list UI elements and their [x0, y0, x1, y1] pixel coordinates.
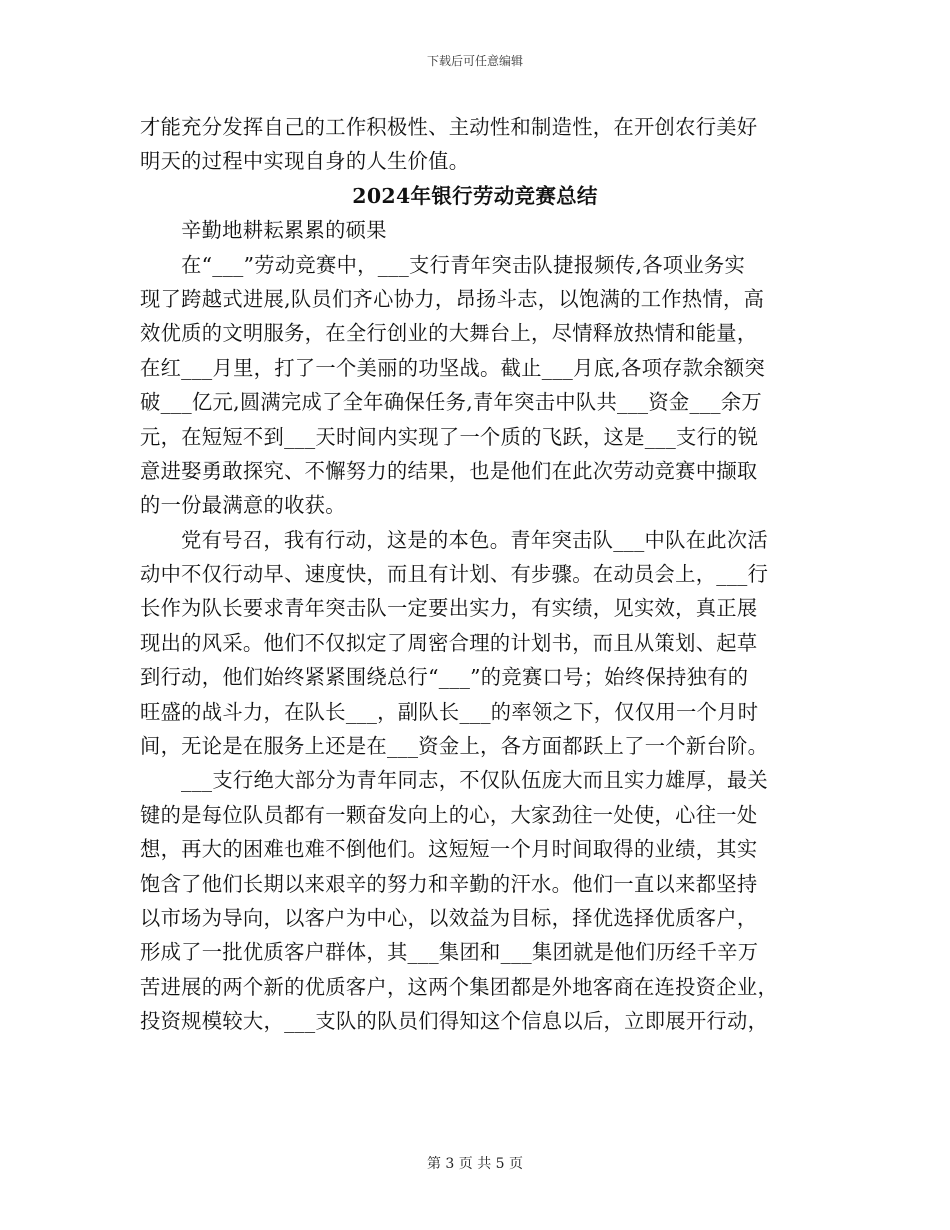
text-line: 元，在短短不到___天时间内实现了一个质的飞跃，这是___支行的锐	[140, 424, 759, 449]
text-line: 的一份最满意的收获。	[140, 493, 346, 518]
text-line: 饱含了他们长期以来艰辛的努力和辛勤的汗水。他们一直以来都坚持	[140, 871, 758, 896]
text-line: 才能充分发挥自己的工作积极性、主动性和制造性，在开创农行美好	[140, 115, 758, 139]
text-line: 党有号召，我有行动，这是的本色。青年突击队___中队在此次活	[181, 527, 769, 552]
text-line: 以市场为导向，以客户为中心，以效益为目标，择优选择优质客户，	[140, 905, 758, 930]
text-line: 辛勤地耕耘累累的硕果	[181, 218, 387, 243]
text-line: 投资规模较大，___支队的队员们得知这个信息以后，立即展开行动，	[140, 1009, 769, 1034]
text-line: 间，无论是在服务上还是在___资金上，各方面都跃上了一个新台阶。	[140, 734, 769, 759]
text-line: 动中不仅行动早、速度快，而且有计划、有步骤。在动员会上，___行	[140, 562, 769, 587]
text-line: 现了跨越式进展,队员们齐心协力，昂扬斗志，以饱满的工作热情，高	[140, 286, 765, 311]
document-title: 2024年银行劳动竞赛总结	[352, 183, 598, 208]
text-line: ___支行绝大部分为青年同志，不仅队伍庞大而且实力雄厚，最关	[181, 768, 769, 793]
document-body	[140, 110, 810, 1039]
text-line: 在红___月里，打了一个美丽的功坚战。截止___月底,各项存款余额突	[140, 355, 766, 380]
text-line: 意进娶勇敢探究、不懈努力的结果，也是他们在此次劳动竞赛中撷取	[140, 458, 758, 483]
text-line: 形成了一批优质客户群体，其___集团和___集团就是他们历经千辛万	[140, 940, 759, 965]
text-line: 长作为队长要求青年突击队一定要出实力，有实绩，见实效，真正展	[140, 596, 758, 621]
page-header: 下载后可任意编辑	[426, 54, 523, 68]
text-line: 想，再大的困难也难不倒他们。这短短一个月时间取得的业绩，其实	[140, 837, 758, 862]
text-line: 明天的过程中实现自身的人生价值。	[140, 149, 470, 174]
text-line: 在“___”劳动竞赛中，___支行青年突击队捷报频传,各项业务实	[181, 252, 746, 277]
page-number: 第 3 页 共 5 页	[426, 1156, 524, 1172]
text-line: 旺盛的战斗力，在队长___，副队长___的率领之下，仅仅用一个月时	[140, 699, 759, 724]
text-line: 键的是每位队员都有一颗奋发向上的心，大家劲往一处使，心往一处	[140, 802, 758, 827]
text-line: 现出的风采。他们不仅拟定了周密合理的计划书，而且从策划、起草	[140, 630, 758, 655]
text-line: 到行动，他们始终紧紧围绕总行“___”的竞赛口号；始终保持独有的	[140, 665, 749, 690]
text-line: 苦进展的两个新的优质客户，这两个集团都是外地客商在连投资企业，	[140, 974, 779, 999]
text-line: 破___亿元,圆满完成了全年确保任务,青年突击中队共___资金___余万	[140, 390, 762, 415]
text-line: 效优质的文明服务，在全行创业的大舞台上，尽情释放热情和能量，	[140, 321, 758, 346]
